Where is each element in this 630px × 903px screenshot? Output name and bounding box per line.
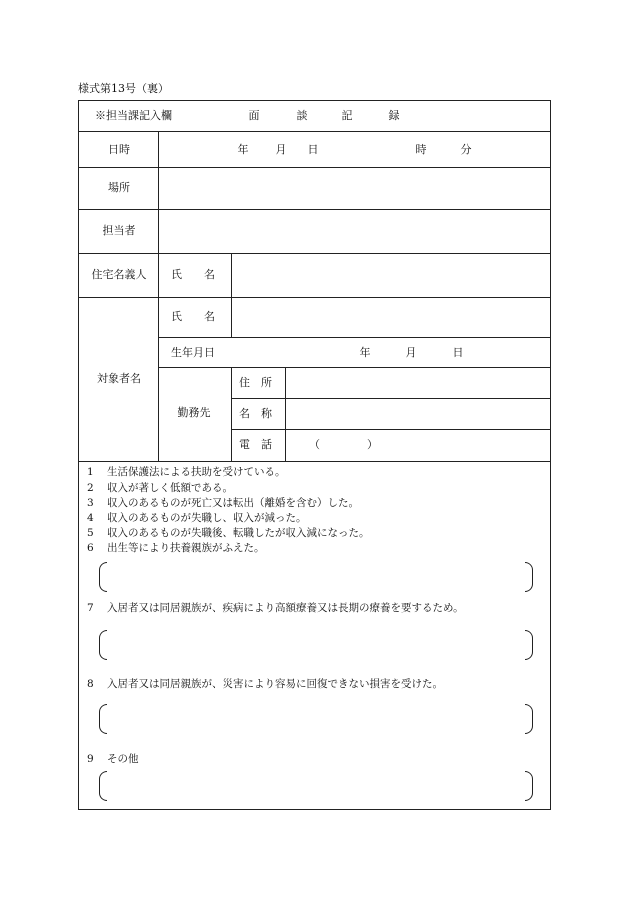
birth-day-unit: 日	[452, 346, 464, 359]
reason-text: 入居者又は同居親族が、疾病により高額療養又は長期の療養を要するため。	[107, 602, 464, 614]
reason-number: 2	[87, 482, 94, 494]
reason-item	[87, 483, 233, 494]
reason-6-detail-bracket[interactable]	[99, 562, 533, 592]
reason-item	[87, 467, 286, 478]
address-label: 住 所	[239, 376, 272, 389]
row-divider	[231, 398, 550, 399]
row-divider	[158, 337, 550, 338]
reason-item	[87, 603, 464, 614]
phone-label: 電 話	[239, 438, 272, 451]
birth-month-unit: 月	[405, 346, 417, 359]
reason-number: 3	[87, 497, 94, 509]
reason-9-detail-bracket[interactable]	[99, 771, 533, 801]
reason-8-detail-bracket[interactable]	[99, 704, 533, 734]
reason-text: 生活保護法による扶助を受けている。	[107, 466, 286, 478]
form-number: 様式第13号（裏）	[78, 82, 169, 95]
minute-unit: 分	[460, 143, 472, 156]
reason-text: 収入のあるものが失職し、収入が減った。	[107, 512, 307, 524]
reason-item	[87, 679, 443, 690]
year-unit: 年	[237, 143, 249, 156]
reason-text: 出生等により扶養親族がふえた。	[107, 542, 265, 554]
column-divider	[285, 367, 286, 461]
title-char: 面	[248, 109, 260, 122]
reason-text: 収入のあるものが失職後、転職したが収入減になった。	[107, 527, 370, 539]
reason-number: 6	[87, 542, 94, 554]
reason-item	[87, 543, 265, 554]
row-divider	[79, 167, 550, 168]
reason-item	[87, 498, 359, 509]
reason-number: 1	[87, 466, 94, 478]
interview-record-form	[78, 100, 551, 810]
reason-item	[87, 528, 370, 539]
reason-number: 4	[87, 512, 94, 524]
reason-text: その他	[107, 753, 139, 765]
section-label: ※担当課記入欄	[95, 109, 172, 122]
birth-year-unit: 年	[359, 346, 371, 359]
row-divider	[79, 209, 550, 210]
title-char: 談	[296, 109, 308, 122]
reason-text: 入居者又は同居親族が、災害により容易に回復できない損害を受けた。	[107, 678, 443, 690]
hour-unit: 時	[415, 143, 427, 156]
place-label: 場所	[108, 181, 130, 194]
birthdate-label: 生年月日	[171, 346, 215, 359]
row-divider	[158, 367, 550, 368]
tenant-label: 住宅名義人	[91, 268, 147, 281]
company-label: 名 称	[239, 407, 272, 420]
datetime-label: 日時	[108, 143, 130, 156]
phone-paren-close: ）	[367, 438, 378, 451]
subject-label: 対象者名	[97, 372, 141, 385]
title-char: 録	[388, 109, 400, 122]
workplace-label: 勤務先	[177, 406, 211, 419]
column-divider	[158, 131, 159, 461]
reason-text: 収入が著しく低額である。	[107, 482, 233, 494]
reason-number: 8	[87, 678, 94, 690]
phone-paren-open: （	[309, 438, 320, 451]
row-divider	[79, 297, 550, 298]
row-divider	[79, 131, 550, 132]
reason-number: 5	[87, 527, 94, 539]
reason-item	[87, 513, 307, 524]
row-divider	[231, 429, 550, 430]
day-unit: 日	[307, 143, 319, 156]
reason-text: 収入のあるものが死亡又は転出（離婚を含む）した。	[107, 497, 359, 509]
tenant-name-label: 氏 名	[171, 268, 215, 281]
month-unit: 月	[275, 143, 287, 156]
column-divider	[231, 367, 232, 461]
staff-label: 担当者	[102, 224, 136, 237]
column-divider	[231, 253, 232, 337]
reason-number: 9	[87, 753, 94, 765]
reason-7-detail-bracket[interactable]	[99, 630, 533, 660]
reason-number: 7	[87, 602, 94, 614]
subject-name-label: 氏 名	[171, 310, 215, 323]
row-divider	[79, 461, 550, 462]
reason-item	[87, 754, 139, 765]
row-divider	[79, 253, 550, 254]
title-char: 記	[341, 109, 353, 122]
